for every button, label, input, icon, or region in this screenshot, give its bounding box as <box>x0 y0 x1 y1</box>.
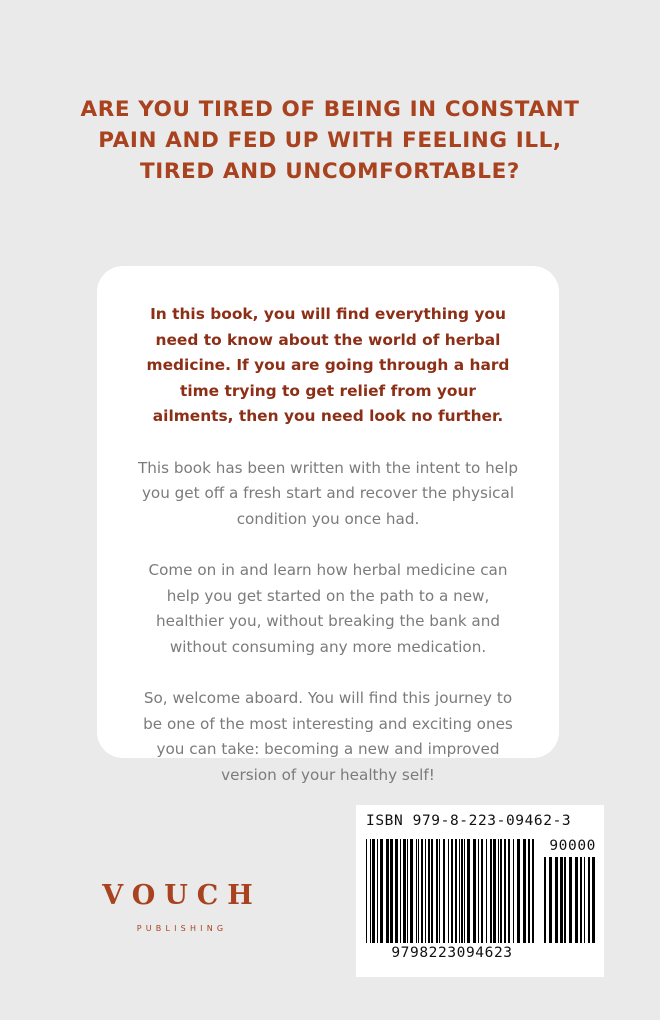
barcode-ean13-value: 9798223094623 <box>391 945 513 961</box>
description-paragraph-2: Come on in and learn how herbal medicine can help you get started on the path to a new, healthier you, without breaking the bank and without consuming any more medication. <box>148 561 508 656</box>
description-card <box>97 266 559 784</box>
description-paragraph-3: So, welcome aboard. You will find this journey to be one of the most interesting and exciting ones you can take: becoming a new and improved version of your healthy self! <box>143 689 513 784</box>
barcode-ean13-bars <box>366 839 534 943</box>
description-paragraph-1: This book has been written with the intent to help you get off a fresh start and recover the physical condition you once had. <box>137 458 518 528</box>
publisher-logo <box>72 880 292 936</box>
publisher-subtitle: PUBLISHING <box>136 924 228 933</box>
headline <box>55 94 605 187</box>
description-card-content <box>135 302 521 788</box>
description-paragraph-intro: In this book, you will find everything you need to know about the world of herbal medicine. If you are going through a hard time trying to get relief from your ailments, then you need look no further. <box>146 305 510 425</box>
headline-line-2: PAIN AND FED UP WITH FEELING ILL, <box>98 128 562 153</box>
barcode-addon-value: 90000 <box>549 838 596 854</box>
barcode-block <box>356 805 604 977</box>
publisher-name: VOUCH <box>102 880 262 911</box>
headline-line-1: ARE YOU TIRED OF BEING IN CONSTANT <box>80 97 580 122</box>
headline-line-3: TIRED AND UNCOMFORTABLE? <box>140 159 520 184</box>
barcode-addon-bars <box>544 857 596 943</box>
isbn-label: ISBN 979-8-223-09462-3 <box>366 813 572 829</box>
